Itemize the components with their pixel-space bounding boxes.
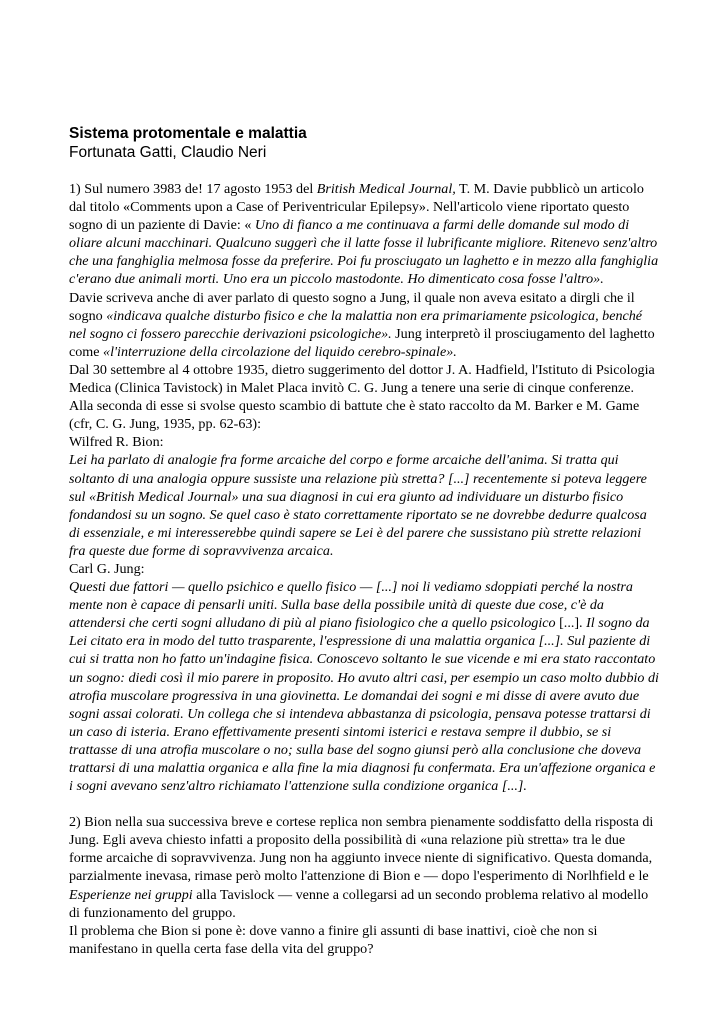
jung-quote xyxy=(69,578,661,795)
paragraph-3: Dal 30 settembre al 4 ottobre 1935, dietro suggerimento del dottor J. A. Hadfield, l'Istituto di Psicologia Medica (Clinica Tavistock) in Malet Placa invitò C. G. Jung a tenere una serie di cinque conferenze. Alla seconda di esse si svolse questo scambio di battute che è stato raccolto da M. Barker e M. Game (cfr, C. G. Jung, 1935, pp. 62-63): xyxy=(69,361,655,433)
jung-quote-text-c: Il sogno da Lei citato era in modo del tutto trasparente, l'espressione di una malattia organica [...]. Sul paziente di cui si tratta non ho fatto un'indagine fisica. Conoscevo soltanto le sue vicende e mi era stato raccontato un sogno: diedi così il mio parere in proposito. Ho avuto altri casi, per esempio un caso molto dubbio di atrofia muscolare progressiva in una giovinetta. Le domandai dei sogni e mi disse di avere avuto due sogni assai colorati. Un collega che si intendeva abbastanza di psicologia, pensava potesse trattarsi di un caso di isteria. Erano effettivamente presenti sintomi isterici e restava sempre il dubbio, se si trattasse di una atrofia muscolare o no; sulla base del sogno giunsi però alla conclusione che doveva trattarsi di una malattia organica e alla fine la mia diagnosi fu confermata. Era un'affezione organica e i sogni avevano senz'altro richiamato l'attenzione sulla condizione organica [...]. xyxy=(69,615,659,795)
document-body xyxy=(69,180,661,958)
paragraph-1 xyxy=(69,180,661,289)
jung-quote-ellipsis: [...]. xyxy=(555,615,587,632)
paragraph-4-text-c: alla Tavislock — venne a collegarsi ad un secondo problema relativo al modello di funzionamento del gruppo. xyxy=(69,886,649,921)
paragraph-5: Il problema che Bion si pone è: dove vanno a finire gli assunti di base inattivi, cioè che non si manifestano in quella certa fase della vita del gruppo? xyxy=(69,922,598,957)
paragraph-2-text-a: Davie scriveva anche di aver parlato di questo sogno a Jung, il quale non aveva esitato a dirgli che il sogno xyxy=(69,289,635,324)
bion-quote-text: Lei ha parlato di analogie fra forme arcaiche del corpo e forme arcaiche dell'anima. Si tratta qui soltanto di una analogia oppure sussiste una relazione più stretta? [...] recentemente si poteva leggere sul «British Medical Journal» una sua diagnosi in cui era giunto ad individuare un disturbo fisico fondandosi su un sogno. Se quel caso è stato correttamente riportato se ne dovrebbe dedurre qualcosa di essenziale, e mi interesserebbe quindi sapere se Lei è del parere che sussistano più strette relazioni fra queste due forme di sopravvivenza arcaica. xyxy=(69,452,647,559)
paragraph-1-text-a: 1) Sul numero 3983 de! 17 agosto 1953 del xyxy=(69,181,317,197)
section-gap xyxy=(69,795,661,813)
jung-quote-text-a: Questi due fattori — quello psichico e quello fisico — [...] noi li vediamo sdoppiati perché la nostra mente non è capace di pensarli uniti. Sulla base della possibile unità di queste due cose, c'è da attendersi che certi sogni alludano di più al piano fisiologico che a quello psicologico xyxy=(69,579,633,632)
dream-quote: Uno di fianco a me continuava a farmi delle domande sul modo di oliare alcuni macchinari. Qualcuno suggerì che il latte fosse il lubrificante migliore. Ritenevo senz'altro che una fanghiglia melmosa fosse da preferire. Poi fu prosciugato un laghetto e in mezzo alla fanghiglia c'erano due animali morti. Uno era un piccolo mastodonte. Ho dimenticato cosa fosse l'altro». xyxy=(69,217,659,288)
document-page xyxy=(69,124,661,958)
jung-diagnosis-quote: «indicava qualche disturbo fisico e che la malattia non era primariamente psicologica, benché nel sogno ci fossero parecchie derivazioni psicologiche». xyxy=(69,307,643,342)
document-title: Sistema protomentale e malattia xyxy=(69,125,307,142)
paragraph-4 xyxy=(69,813,661,922)
paragraph-2-text-c: Jung interpretò il prosciugamento del laghetto come xyxy=(69,325,655,360)
journal-title: British Medical Journal, xyxy=(316,181,456,197)
speaker-bion: Wilfred R. Bion: xyxy=(69,434,164,451)
paragraph-4-text-a: 2) Bion nella sua successiva breve e cortese replica non sembra pienamente soddisfatto della risposta di Jung. Egli aveva chiesto infatti a proposito della possibilità di «una relazione più stretta» tra le due forme arcaiche di sopravvivenza. Jung non ha aggiunto invece niente di significativo. Questa domanda, parzialmente inevasa, rimase però molto l'attenzione di Bion e — dopo l'esperimento di Norlhfield e le xyxy=(69,814,654,885)
paragraph-1-text-c: T. M. Davie pubblicò un articolo dal titolo «Comments upon a Case of Periventricular Epilepsy». Nell'articolo viene riportato questo sogno di un paziente di Davie: « xyxy=(69,181,644,234)
jung-interpretation-quote: «l'interruzione della circolazione del liquido cerebro-spinale». xyxy=(103,343,457,360)
book-title: Esperienze nei gruppi xyxy=(69,886,193,903)
bion-quote xyxy=(69,451,661,560)
paragraph-2 xyxy=(69,289,661,361)
document-authors: Fortunata Gatti, Claudio Neri xyxy=(69,144,267,161)
speaker-jung: Carl G. Jung: xyxy=(69,560,145,577)
